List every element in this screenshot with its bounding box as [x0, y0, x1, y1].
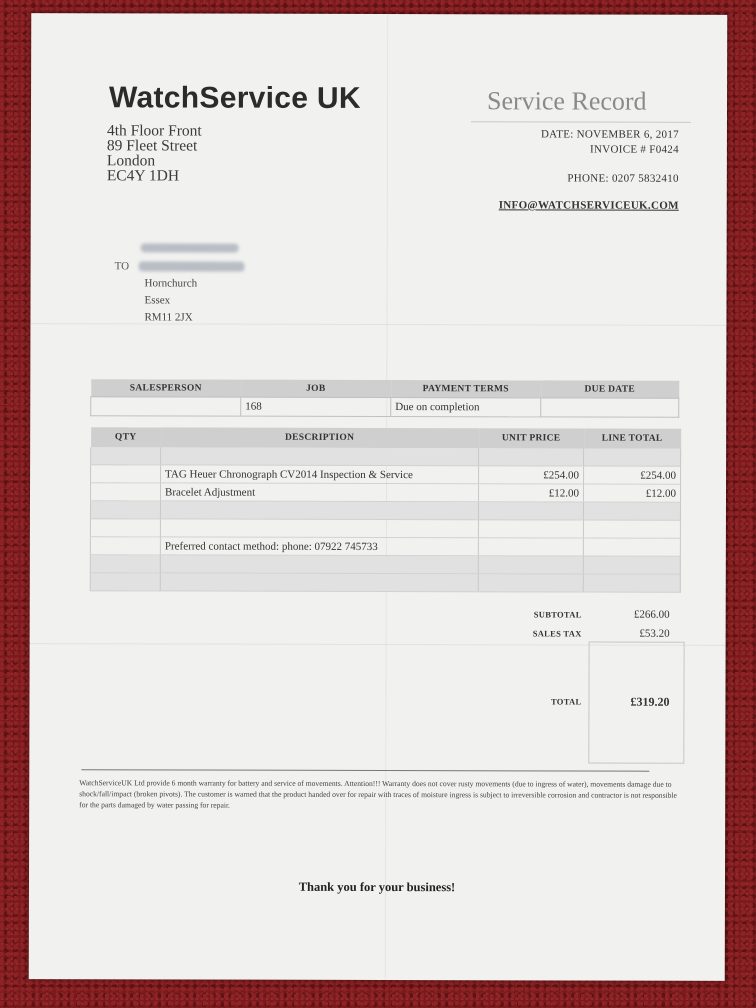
table-row — [91, 465, 681, 485]
column-header: PAYMENT TERMS — [391, 380, 541, 398]
subtotal-value: £266.00 — [633, 608, 670, 621]
company-address — [107, 123, 202, 183]
items-table — [90, 427, 681, 593]
column-header: JOB — [241, 380, 391, 398]
line-total-cell — [583, 502, 680, 520]
company-name: WatchService UK — [109, 81, 361, 115]
description-cell — [160, 501, 478, 520]
line-total-cell: £12.00 — [583, 484, 680, 502]
due-date-cell — [541, 398, 679, 417]
unit-price-cell — [478, 574, 583, 592]
unit-price-cell — [478, 502, 583, 520]
unit-price-cell — [479, 448, 584, 466]
totals-block — [470, 606, 680, 709]
payment-terms-cell: Due on completion — [391, 398, 541, 417]
footnote-divider — [81, 769, 649, 771]
table-row — [91, 447, 681, 466]
address-line: 89 Fleet Street — [106, 137, 198, 155]
table-row — [90, 537, 680, 557]
table-row — [90, 573, 680, 593]
column-header: DESCRIPTION — [161, 427, 479, 448]
address-line: EC4Y 1DH — [106, 167, 180, 185]
column-header: UNIT PRICE — [479, 428, 584, 448]
unit-price-cell — [478, 538, 583, 556]
invoice-number: INVOICE # F0424 — [590, 143, 679, 156]
qty-cell — [90, 555, 160, 573]
line-total-cell: £254.00 — [584, 466, 681, 484]
column-header: SALESPERSON — [91, 379, 241, 397]
column-header: LINE TOTAL — [584, 429, 681, 449]
job-cell: 168 — [241, 397, 391, 416]
redaction-mark — [139, 261, 245, 271]
subtotal-label: SUBTOTAL — [533, 609, 582, 620]
qty-cell — [91, 465, 161, 483]
recipient-line: Essex — [144, 294, 171, 307]
table-row — [91, 397, 679, 418]
items-table-header — [91, 427, 681, 449]
total-label: TOTAL — [550, 696, 582, 707]
phone-number: PHONE: 0207 5832410 — [567, 172, 679, 185]
warranty-footnote: WatchServiceUK Ltd provide 6 month warranty for battery and service of movements. Attention!!! Warranty does not cover rusty movements (due to ingress of water), movements damage due to shock/fall/impact (broken pivots). The customer is warned that the product handed over for repair with traces of moisture ingress is subject to irreversible corrosion and contractor is not responsible for the parts damaged by water passing for repair. — [79, 778, 677, 810]
line-total-cell — [583, 574, 680, 592]
salesperson-cell — [91, 397, 241, 416]
invoice-meta — [499, 127, 679, 213]
unit-price-cell: £254.00 — [479, 466, 584, 484]
description-cell — [161, 447, 479, 465]
qty-cell — [90, 483, 160, 501]
unit-price-cell — [478, 520, 583, 538]
description-cell: Bracelet Adjustment — [160, 483, 478, 502]
sales-tax-label: SALES TAX — [532, 628, 582, 639]
recipient-line: Hornchurch — [144, 277, 198, 290]
job-table — [90, 379, 679, 418]
address-line: 4th Floor Front — [106, 122, 202, 140]
title-divider — [471, 121, 691, 123]
column-header: QTY — [91, 427, 161, 447]
description-cell: TAG Heuer Chronograph CV2014 Inspection & Service — [161, 465, 479, 484]
qty-cell — [90, 573, 160, 591]
line-total-cell — [583, 556, 680, 574]
fold-line — [30, 323, 726, 326]
address-line: London — [106, 152, 156, 170]
line-total-cell — [583, 520, 680, 538]
table-row — [90, 519, 680, 539]
unit-price-cell — [478, 556, 583, 574]
line-total-cell — [584, 449, 681, 467]
qty-cell — [90, 519, 160, 537]
qty-cell — [90, 537, 160, 555]
email-link[interactable]: INFO@WATCHSERVICEUK.COM — [498, 199, 679, 212]
table-row — [90, 501, 680, 521]
table-row — [90, 555, 680, 575]
invoice-paper — [29, 13, 728, 981]
description-cell — [160, 555, 478, 574]
unit-price-cell: £12.00 — [478, 484, 583, 502]
redaction-mark — [141, 243, 239, 252]
document-title: Service Record — [486, 86, 647, 116]
description-cell: Preferred contact method: phone: 07922 745733 — [160, 537, 478, 556]
invoice-date: DATE: NOVEMBER 6, 2017 — [540, 128, 679, 141]
total-box — [588, 642, 684, 764]
column-header: DUE DATE — [541, 380, 679, 398]
thank-you-message: Thank you for your business! — [298, 879, 456, 895]
job-table-header — [91, 379, 679, 398]
sales-tax-value: £53.20 — [639, 627, 670, 640]
recipient-line: RM11 2JX — [144, 311, 193, 324]
table-row — [90, 483, 680, 503]
qty-cell — [91, 447, 161, 465]
line-total-cell — [583, 538, 680, 556]
total-value: £319.20 — [630, 694, 670, 709]
qty-cell — [90, 501, 160, 519]
description-cell — [160, 519, 478, 538]
recipient-address — [144, 275, 197, 326]
to-label: TO — [114, 260, 130, 273]
description-cell — [160, 573, 478, 592]
